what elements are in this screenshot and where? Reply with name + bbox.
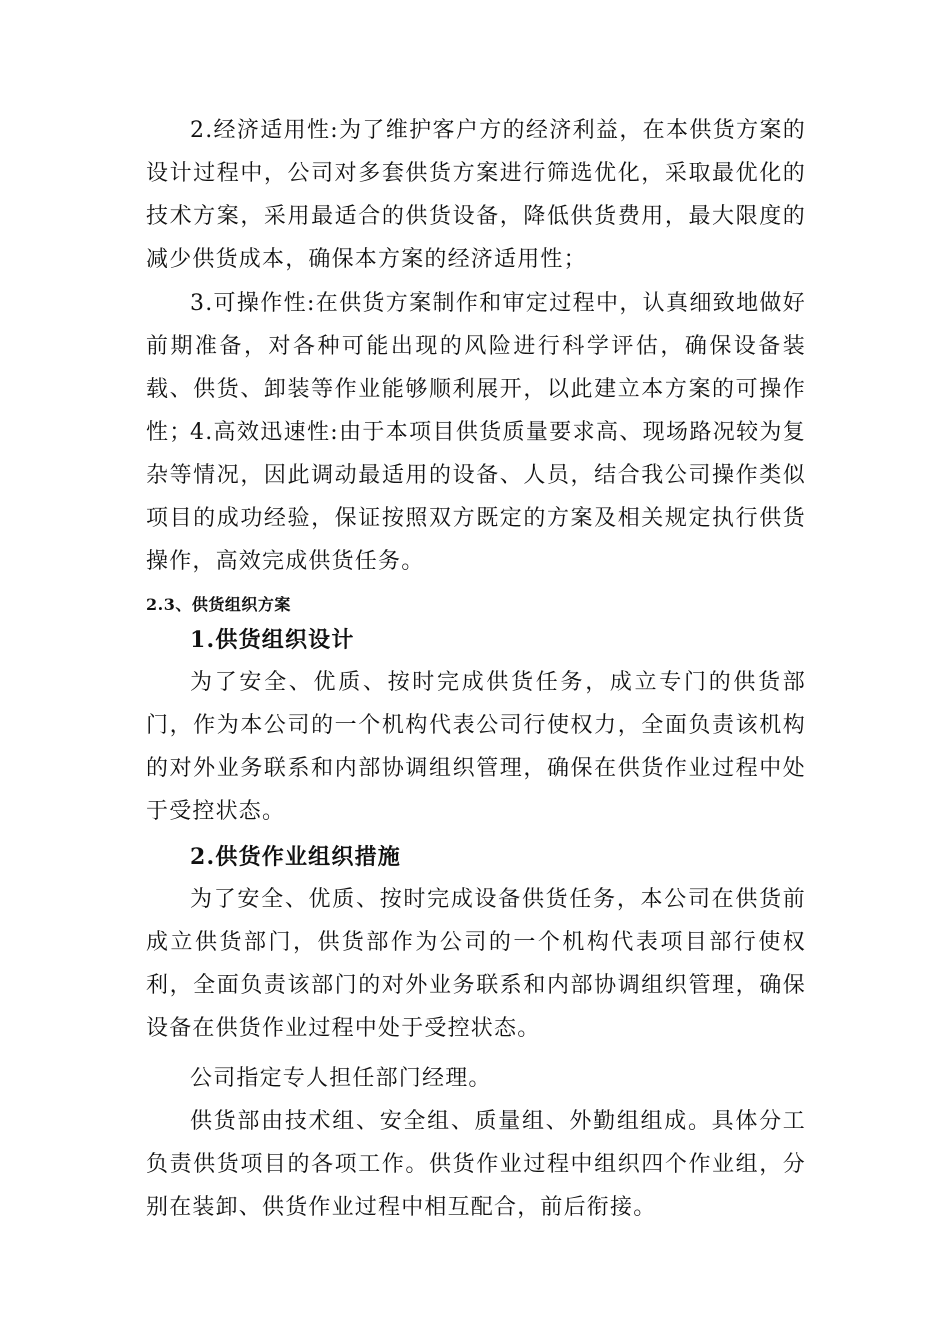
paragraph-operability: 3.可操作性:在供货方案制作和审定过程中，认真细致地做好前期准备，对各种可能出现的风险进行科学评估，确保设备装载、供货、卸装等作业能够顺利展开，以此建立本方案的可操作性； xyxy=(146,291,806,445)
paragraph-manager-note: 公司指定专人担任部门经理。 xyxy=(190,1066,492,1091)
paragraph-organization-design: 为了安全、优质、按时完成供货任务，成立专门的供货部门，作为本公司的一个机构代表公司行使权力，全面负责该机构的对外业务联系和内部协调组织管理，确保在供货作业过程中处于受控状态。 xyxy=(146,670,806,824)
paragraph-organization-measures: 为了安全、优质、按时完成设备供货任务，本公司在供货前成立供货部门，供货部作为公司的一个机构代表项目部行使权利，全面负责该部门的对外业务联系和内部协调组织管理，确保设备在供货作业过程中处于受控状态。 xyxy=(146,887,806,1041)
paragraph-efficiency: 4.高效迅速性:由于本项目供货质量要求高、现场路况较为复杂等情况，因此调动最适用的设备、人员，结合我公司操作类似项目的成功经验，保证按照双方既定的方案及相关规定执行供货操作，高效完成供货任务。 xyxy=(146,420,806,574)
paragraph-team-note: 供货部由技术组、安全组、质量组、外勤组组成。具体分工负责供货项目的各项工作。供货作业过程中组织四个作业组，分别在装卸、供货作业过程中相互配合，前后衔接。 xyxy=(146,1109,806,1220)
paragraph-economic-applicability: 2.经济适用性:为了维护客户方的经济利益，在本供货方案的设计过程中，公司对多套供货方案进行筛选优化，采取最优化的技术方案，采用最适合的供货设备，降低供货费用，最大限度的减少供货成本，确保本方案的经济适用性； xyxy=(146,118,806,272)
subsection-title-organization-measures: 2.供货作业组织措施 xyxy=(190,844,401,870)
section-heading: 2.3、供货组织方案 xyxy=(146,595,291,614)
subsection-title-organization-design: 1.供货组织设计 xyxy=(190,627,355,653)
